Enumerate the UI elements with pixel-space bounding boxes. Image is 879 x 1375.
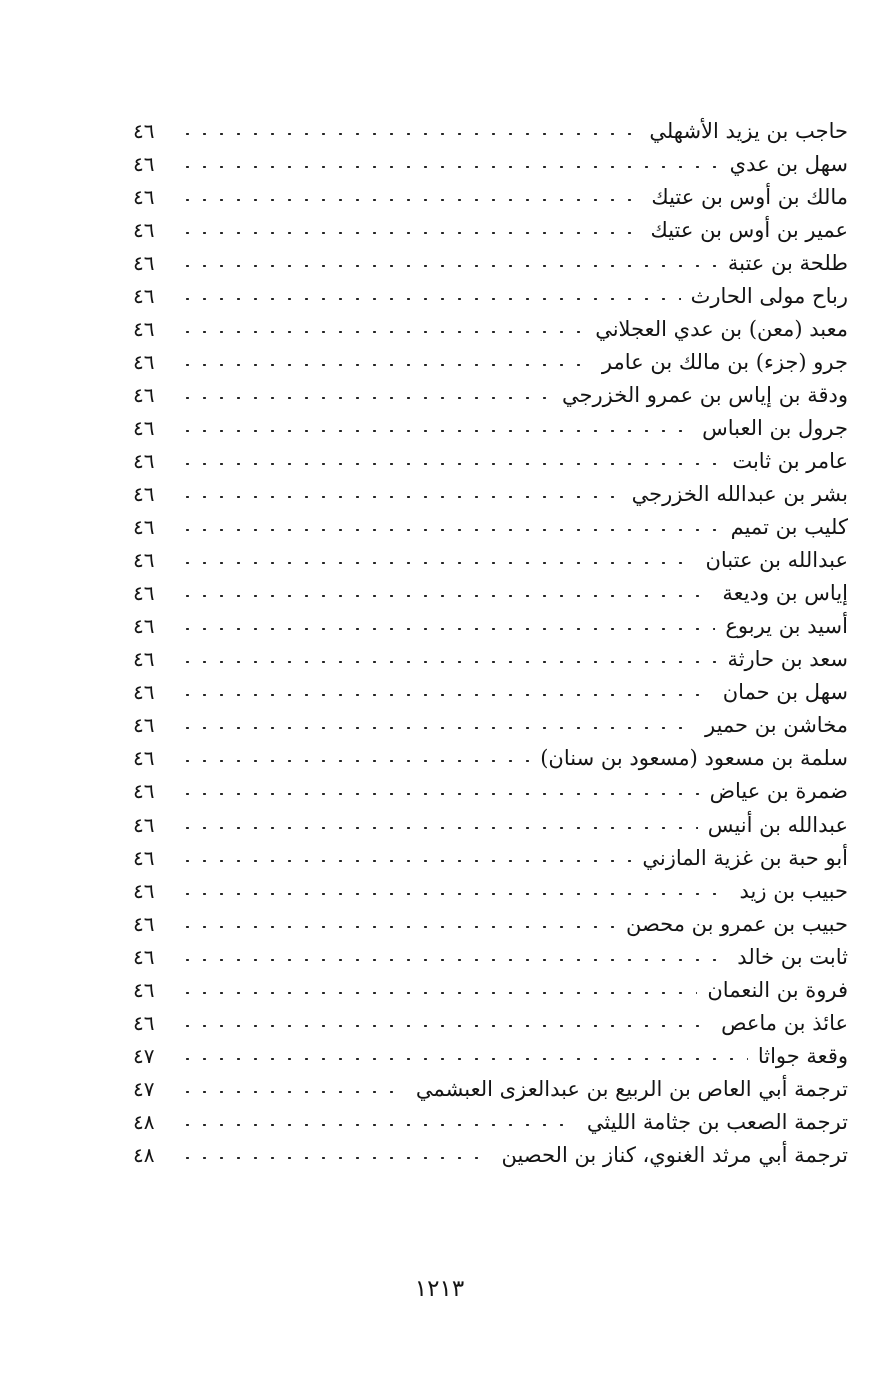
toc-entry-page: ٤٦ bbox=[133, 713, 155, 738]
page-number: ١٢١٣ bbox=[414, 1276, 465, 1302]
toc-entry bbox=[133, 147, 848, 180]
toc-entry-title: ضمرة بن عياض bbox=[709, 779, 848, 804]
toc-entry bbox=[133, 643, 848, 676]
toc-entry bbox=[133, 775, 848, 808]
dot-leader bbox=[179, 265, 718, 267]
toc-entry-title: كليب بن تميم bbox=[730, 515, 848, 540]
dot-leader bbox=[179, 893, 730, 895]
toc-entry-page: ٤٦ bbox=[133, 515, 155, 540]
toc-entry-title: ترجمة أبي مرثد الغنوي، كناز بن الحصين bbox=[501, 1142, 848, 1167]
toc-entry bbox=[133, 246, 848, 279]
dot-leader bbox=[179, 1157, 491, 1159]
dot-leader bbox=[179, 1091, 406, 1093]
dot-leader bbox=[179, 992, 697, 994]
toc-entry-page: ٤٦ bbox=[133, 151, 155, 176]
toc-entry-title: أسيد بن يربوع bbox=[725, 614, 848, 639]
toc-entry-title: حبيب بن عمرو بن محصن bbox=[625, 911, 848, 936]
toc-entry-title: سعد بن حارثة bbox=[727, 647, 848, 672]
toc-entry-page: ٤٦ bbox=[133, 349, 155, 374]
dot-leader bbox=[179, 860, 632, 862]
dot-leader bbox=[179, 959, 727, 961]
toc-entry bbox=[133, 312, 848, 345]
toc-entry-title: حاجب بن يزيد الأشهلي bbox=[649, 118, 848, 143]
toc-entry-page: ٤٦ bbox=[133, 118, 155, 143]
dot-leader bbox=[179, 298, 681, 300]
toc-entry-page: ٤٦ bbox=[133, 878, 155, 903]
toc-entry-title: إياس بن وديعة bbox=[722, 581, 848, 606]
toc-entry-page: ٤٦ bbox=[133, 382, 155, 407]
dot-leader bbox=[179, 529, 721, 531]
toc-entry bbox=[133, 1072, 848, 1105]
dot-leader bbox=[179, 1058, 748, 1060]
dot-leader bbox=[179, 1025, 711, 1027]
toc-entry bbox=[133, 180, 848, 213]
toc-entry-page: ٤٦ bbox=[133, 944, 155, 969]
toc-entry-title: جرو (جزء) بن مالك بن عامر bbox=[601, 349, 848, 374]
toc-entry-page: ٤٧ bbox=[133, 1043, 155, 1068]
dot-leader bbox=[179, 661, 717, 663]
toc-entry bbox=[133, 444, 848, 477]
toc-entry-title: رباح مولى الحارث bbox=[690, 283, 848, 308]
toc-entry-page: ٤٦ bbox=[133, 746, 155, 771]
dot-leader bbox=[179, 166, 720, 168]
toc-entry-title: فروة بن النعمان bbox=[707, 977, 848, 1002]
toc-entry bbox=[133, 378, 848, 411]
toc-entry bbox=[133, 544, 848, 577]
toc-entry-page: ٤٦ bbox=[133, 680, 155, 705]
toc-entry-title: حبيب بن زيد bbox=[739, 878, 848, 903]
toc-entry-title: وقعة جواثا bbox=[757, 1043, 848, 1068]
toc-entry bbox=[133, 114, 848, 147]
toc-entry-title: طلحة بن عتبة bbox=[727, 250, 848, 275]
toc-entry bbox=[133, 841, 848, 874]
dot-leader bbox=[179, 793, 700, 795]
toc-entry-title: عامر بن ثابت bbox=[732, 448, 848, 473]
toc-entry-title: مخاشن بن حمير bbox=[704, 713, 848, 738]
toc-entry-page: ٤٦ bbox=[133, 415, 155, 440]
toc-entry-title: سهل بن حمان bbox=[722, 680, 848, 705]
toc-entry-page: ٤٦ bbox=[133, 647, 155, 672]
toc-entry-page: ٤٦ bbox=[133, 217, 155, 242]
dot-leader bbox=[179, 926, 616, 928]
toc-entry bbox=[133, 213, 848, 246]
toc-entry-title: أبو حبة بن غزية المازني bbox=[642, 845, 848, 870]
toc-entry-title: عمير بن أوس بن عتيك bbox=[650, 217, 848, 242]
toc-entry-page: ٤٦ bbox=[133, 250, 155, 275]
table-of-contents bbox=[133, 114, 848, 1172]
dot-leader bbox=[179, 397, 552, 399]
dot-leader bbox=[179, 727, 695, 729]
dot-leader bbox=[179, 760, 530, 762]
toc-entry-page: ٤٦ bbox=[133, 283, 155, 308]
toc-entry bbox=[133, 577, 848, 610]
toc-entry-page: ٤٦ bbox=[133, 779, 155, 804]
dot-leader bbox=[179, 562, 695, 564]
toc-entry bbox=[133, 1006, 848, 1039]
toc-entry-title: جرول بن العباس bbox=[702, 415, 848, 440]
toc-entry-title: ترجمة أبي العاص بن الربيع بن عبدالعزى العبشمي bbox=[415, 1076, 848, 1101]
toc-entry bbox=[133, 907, 848, 940]
toc-entry bbox=[133, 808, 848, 841]
dot-leader bbox=[179, 133, 639, 135]
dot-leader bbox=[179, 463, 722, 465]
dot-leader bbox=[179, 331, 585, 333]
toc-entry bbox=[133, 1138, 848, 1171]
toc-entry bbox=[133, 478, 848, 511]
toc-entry bbox=[133, 411, 848, 444]
dot-leader bbox=[179, 1124, 577, 1126]
toc-entry bbox=[133, 709, 848, 742]
toc-entry bbox=[133, 511, 848, 544]
toc-entry-page: ٤٦ bbox=[133, 316, 155, 341]
toc-entry bbox=[133, 940, 848, 973]
toc-entry bbox=[133, 345, 848, 378]
dot-leader bbox=[179, 628, 715, 630]
dot-leader bbox=[179, 694, 713, 696]
toc-entry-title: مالك بن أوس بن عتيك bbox=[651, 184, 848, 209]
toc-entry-page: ٤٦ bbox=[133, 548, 155, 573]
toc-entry-page: ٤٦ bbox=[133, 184, 155, 209]
toc-entry-page: ٤٨ bbox=[133, 1142, 155, 1167]
toc-entry-page: ٤٦ bbox=[133, 1010, 155, 1035]
toc-entry-page: ٤٧ bbox=[133, 1076, 155, 1101]
dot-leader bbox=[179, 232, 641, 234]
toc-entry bbox=[133, 1105, 848, 1138]
toc-entry-page: ٤٦ bbox=[133, 812, 155, 837]
dot-leader bbox=[179, 595, 712, 597]
toc-entry-title: معبد (معن) بن عدي العجلاني bbox=[595, 316, 848, 341]
toc-entry-title: عبدالله بن عتبان bbox=[705, 548, 848, 573]
toc-entry bbox=[133, 676, 848, 709]
toc-entry-page: ٤٦ bbox=[133, 911, 155, 936]
toc-entry-title: سلمة بن مسعود (مسعود بن سنان) bbox=[540, 746, 848, 771]
dot-leader bbox=[179, 364, 592, 366]
dot-leader bbox=[179, 496, 622, 498]
toc-entry bbox=[133, 973, 848, 1006]
dot-leader bbox=[179, 199, 641, 201]
toc-entry-title: ودقة بن إياس بن عمرو الخزرجي bbox=[562, 382, 848, 407]
toc-entry-page: ٤٦ bbox=[133, 977, 155, 1002]
toc-entry-page: ٤٦ bbox=[133, 581, 155, 606]
toc-entry bbox=[133, 610, 848, 643]
toc-entry bbox=[133, 279, 848, 312]
toc-entry-title: ثابت بن خالد bbox=[737, 944, 848, 969]
toc-entry-page: ٤٨ bbox=[133, 1109, 155, 1134]
toc-entry bbox=[133, 1039, 848, 1072]
toc-entry-page: ٤٦ bbox=[133, 845, 155, 870]
toc-entry-title: عائذ بن ماعص bbox=[721, 1010, 848, 1035]
toc-entry-title: سهل بن عدي bbox=[729, 151, 848, 176]
toc-entry bbox=[133, 874, 848, 907]
toc-entry bbox=[133, 742, 848, 775]
dot-leader bbox=[179, 827, 698, 829]
toc-entry-page: ٤٦ bbox=[133, 614, 155, 639]
toc-entry-title: بشر بن عبدالله الخزرجي bbox=[631, 482, 848, 507]
toc-entry-page: ٤٦ bbox=[133, 482, 155, 507]
toc-entry-title: ترجمة الصعب بن جثامة الليثي bbox=[586, 1109, 848, 1134]
dot-leader bbox=[179, 430, 692, 432]
toc-entry-page: ٤٦ bbox=[133, 448, 155, 473]
toc-entry-title: عبدالله بن أنيس bbox=[707, 812, 848, 837]
